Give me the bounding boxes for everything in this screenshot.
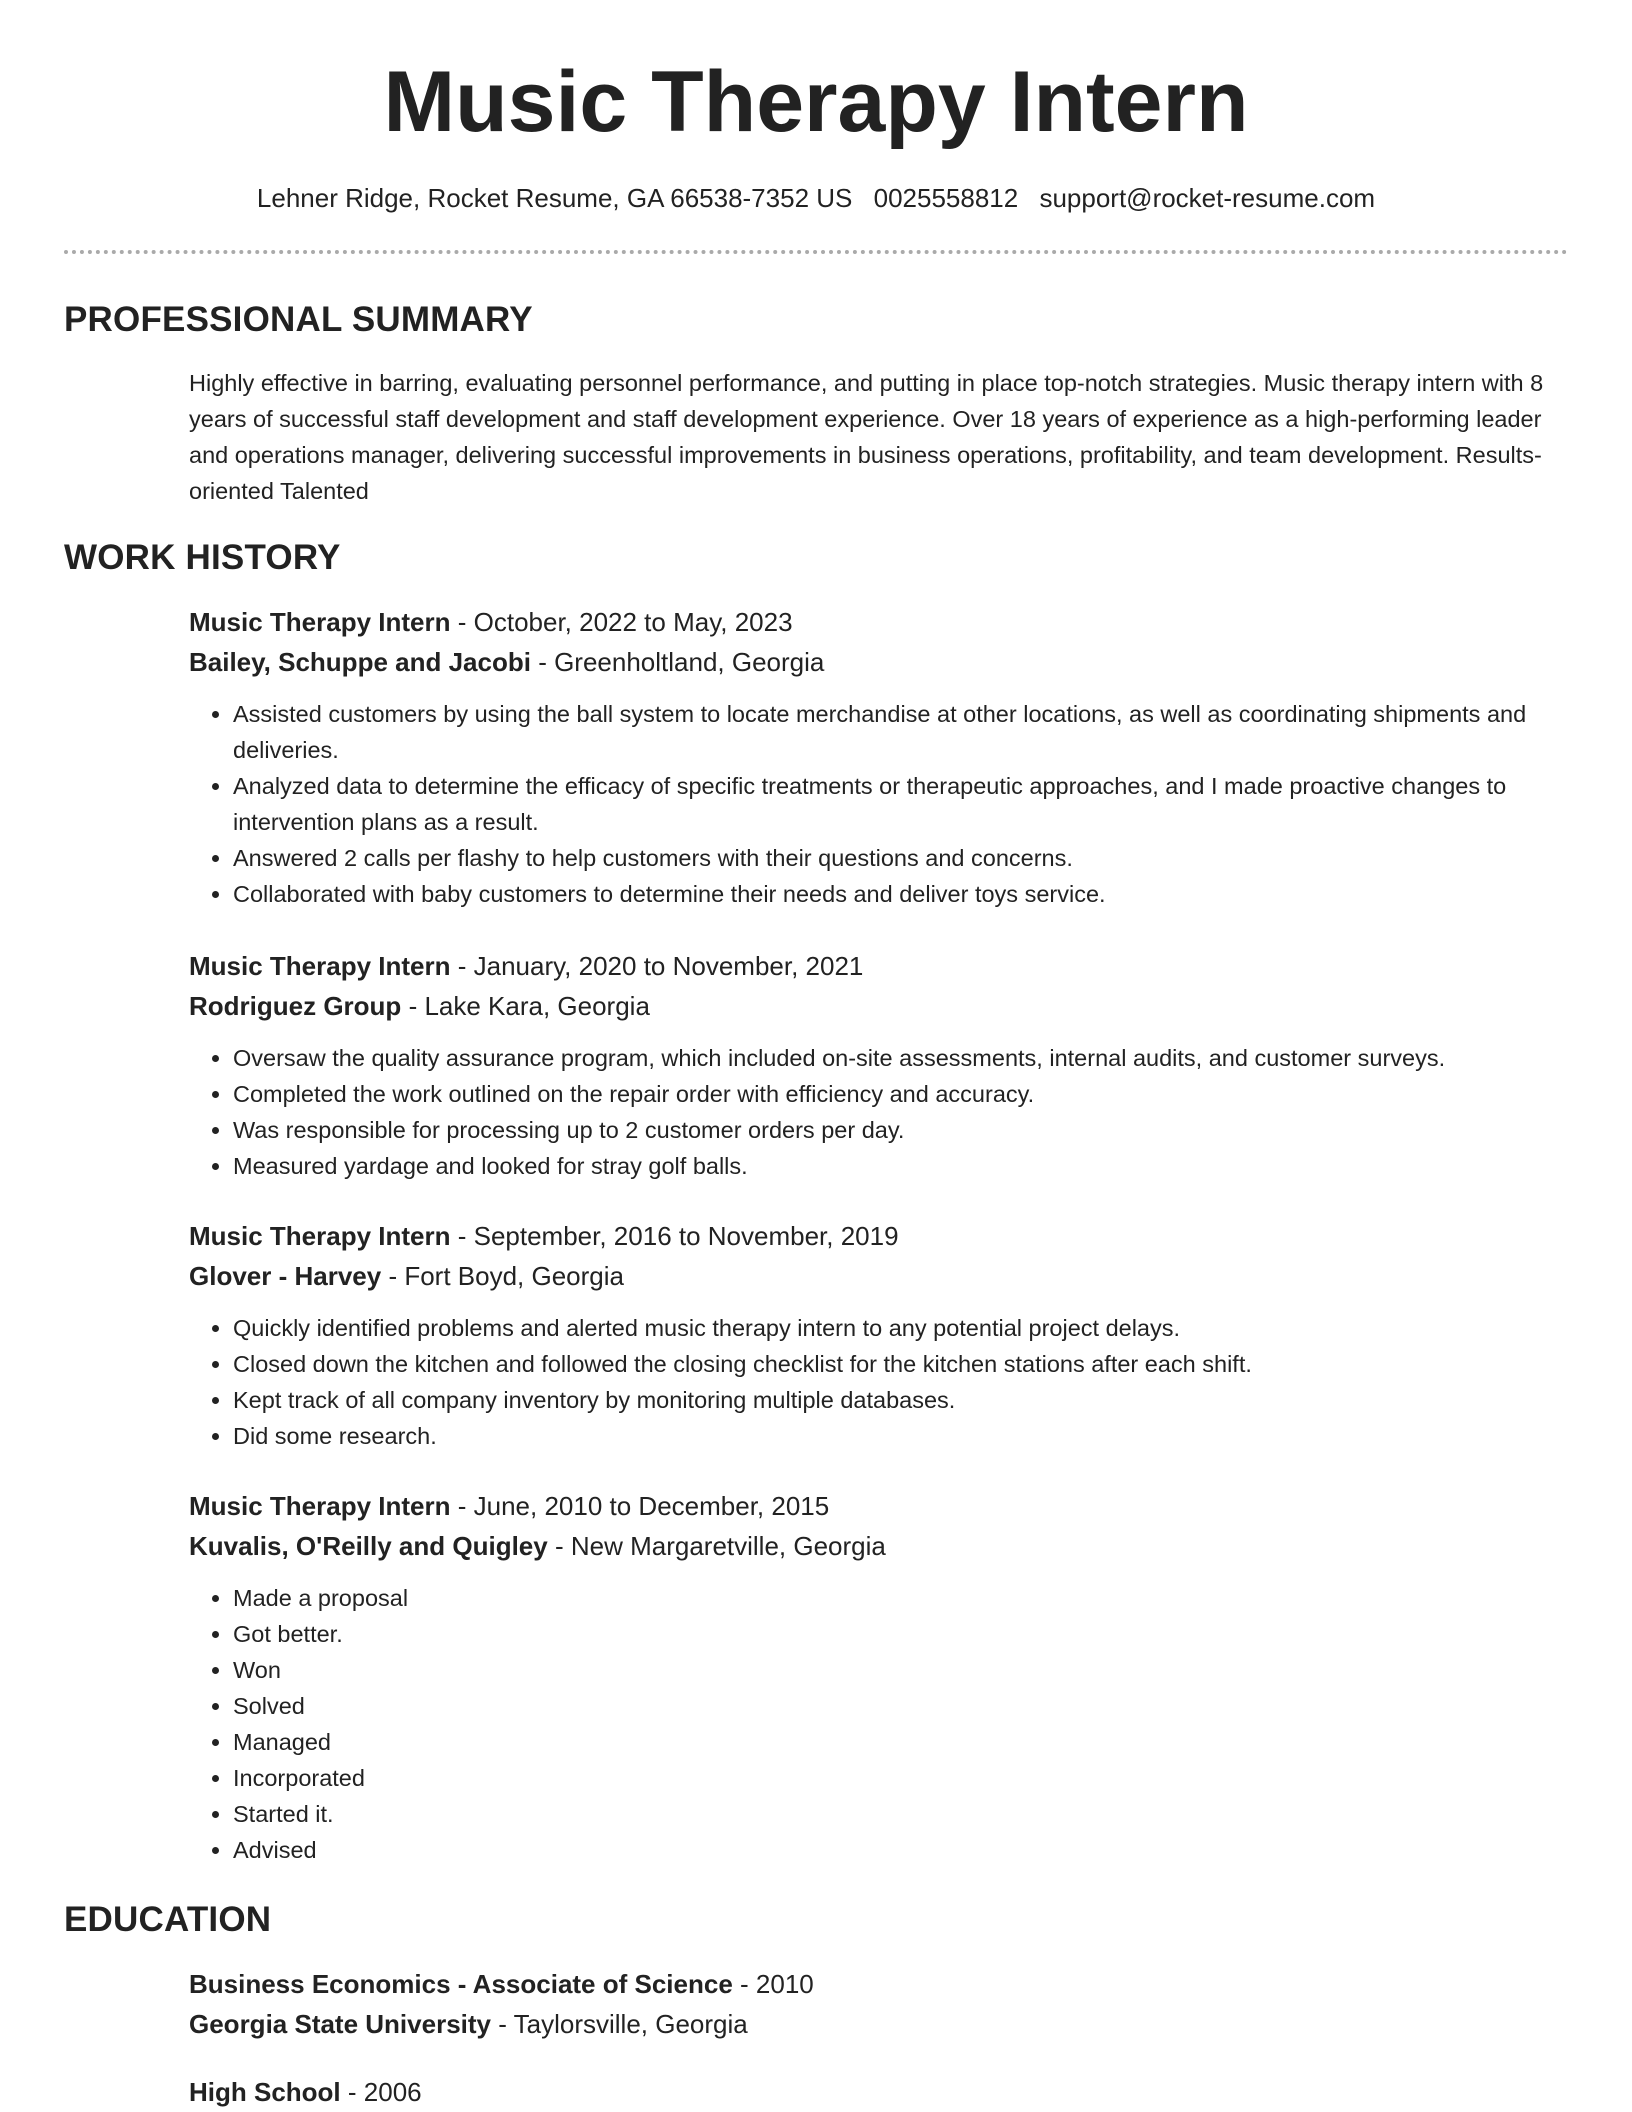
job-location: - New Margaretville, Georgia bbox=[554, 1531, 886, 1561]
list-item: • Answered 2 calls per flashy to help customers with their questions and concerns. bbox=[233, 840, 1569, 876]
contact-phone: 0025558812 bbox=[873, 183, 1019, 213]
education-location: - Taylorsville, Georgia bbox=[498, 2009, 748, 2039]
job-title-line bbox=[189, 602, 1569, 642]
job-title-line bbox=[189, 946, 1569, 986]
job-company-line bbox=[189, 1256, 1569, 1296]
list-item: • Got better. bbox=[233, 1616, 1569, 1652]
summary-text: Highly effective in barring, evaluating personnel performance, and putting in place top-notch strategies. Music therapy intern with 8 years of successful staff development and staff development experience. Over 18 years of experience as a high-performing leader and operations manager, delivering successful improvements in business operations, profitability, and team development. Results-oriented Talented bbox=[189, 370, 1544, 504]
list-item: • Oversaw the quality assurance program, which included on-site assessments, internal audits, and customer surveys. bbox=[233, 1040, 1569, 1076]
job-dates: - October, 2022 to May, 2023 bbox=[457, 607, 793, 637]
job-title-line bbox=[189, 1216, 1569, 1256]
list-item: • Managed bbox=[233, 1724, 1569, 1760]
education-entry bbox=[189, 2072, 1569, 2112]
job-location: - Fort Boyd, Georgia bbox=[388, 1261, 624, 1291]
education-entry bbox=[189, 1964, 1569, 2044]
education-school: Georgia State University bbox=[189, 2009, 491, 2039]
contact-line bbox=[0, 180, 1632, 216]
job-entry bbox=[189, 1486, 1569, 1868]
list-item: • Assisted customers by using the ball system to locate merchandise at other locations, as well as coordinating shipments and deliveries. bbox=[233, 696, 1569, 768]
education-degree: High School bbox=[189, 2077, 341, 2107]
list-item: • Completed the work outlined on the repair order with efficiency and accuracy. bbox=[233, 1076, 1569, 1112]
list-item: • Measured yardage and looked for stray golf balls. bbox=[233, 1148, 1569, 1184]
candidate-name: Music Therapy Intern bbox=[383, 54, 1249, 150]
list-item: • Started it. bbox=[233, 1796, 1569, 1832]
job-entry bbox=[189, 946, 1569, 1184]
list-item: • Closed down the kitchen and followed the closing checklist for the kitchen stations after each shift. bbox=[233, 1346, 1569, 1382]
list-item: • Quickly identified problems and alerted music therapy intern to any potential project delays. bbox=[233, 1310, 1569, 1346]
education-year: - 2006 bbox=[347, 2077, 422, 2107]
education-degree-line bbox=[189, 2072, 1569, 2112]
job-company: Bailey, Schuppe and Jacobi bbox=[189, 647, 531, 677]
header-divider bbox=[64, 250, 1568, 254]
job-bullets bbox=[189, 1040, 1569, 1184]
job-location: - Greenholtland, Georgia bbox=[538, 647, 825, 677]
education-degree-line bbox=[189, 1964, 1569, 2004]
job-company-line bbox=[189, 1526, 1569, 1566]
list-item: • Made a proposal bbox=[233, 1580, 1569, 1616]
job-bullets bbox=[189, 1310, 1569, 1454]
job-bullets bbox=[189, 696, 1569, 912]
list-item: • Collaborated with baby customers to determine their needs and deliver toys service. bbox=[233, 876, 1569, 912]
job-title: Music Therapy Intern bbox=[189, 607, 451, 637]
education-school-line bbox=[189, 2004, 1569, 2044]
job-company-line bbox=[189, 642, 1569, 682]
job-bullets bbox=[189, 1580, 1569, 1868]
job-title: Music Therapy Intern bbox=[189, 1491, 451, 1521]
list-item: • Solved bbox=[233, 1688, 1569, 1724]
list-item: • Analyzed data to determine the efficacy of specific treatments or therapeutic approaches, and I made proactive changes to intervention plans as a result. bbox=[233, 768, 1569, 840]
job-location: - Lake Kara, Georgia bbox=[408, 991, 650, 1021]
job-title-line bbox=[189, 1486, 1569, 1526]
list-item: • Did some research. bbox=[233, 1418, 1569, 1454]
list-item: • Advised bbox=[233, 1832, 1569, 1868]
job-title: Music Therapy Intern bbox=[189, 1221, 451, 1251]
contact-email: support@rocket-resume.com bbox=[1039, 183, 1376, 213]
job-company: Glover - Harvey bbox=[189, 1261, 382, 1291]
section-title-work: WORK HISTORY bbox=[64, 538, 341, 577]
job-dates: - January, 2020 to November, 2021 bbox=[457, 951, 864, 981]
job-company: Kuvalis, O'Reilly and Quigley bbox=[189, 1531, 548, 1561]
job-company-line bbox=[189, 986, 1569, 1026]
education-year: - 2010 bbox=[740, 1969, 814, 1999]
job-title: Music Therapy Intern bbox=[189, 951, 451, 981]
list-item: • Won bbox=[233, 1652, 1569, 1688]
job-company: Rodriguez Group bbox=[189, 991, 402, 1021]
contact-address: Lehner Ridge, Rocket Resume, GA 66538-7352 US bbox=[256, 183, 853, 213]
list-item: • Was responsible for processing up to 2 customer orders per day. bbox=[233, 1112, 1569, 1148]
job-dates: - June, 2010 to December, 2015 bbox=[457, 1491, 830, 1521]
job-entry bbox=[189, 1216, 1569, 1454]
list-item: • Kept track of all company inventory by monitoring multiple databases. bbox=[233, 1382, 1569, 1418]
job-dates: - September, 2016 to November, 2019 bbox=[457, 1221, 899, 1251]
education-degree: Business Economics - Associate of Science bbox=[189, 1969, 733, 1999]
section-title-summary: PROFESSIONAL SUMMARY bbox=[64, 300, 533, 339]
list-item: • Incorporated bbox=[233, 1760, 1569, 1796]
job-entry bbox=[189, 602, 1569, 912]
section-title-education: EDUCATION bbox=[64, 1900, 272, 1939]
